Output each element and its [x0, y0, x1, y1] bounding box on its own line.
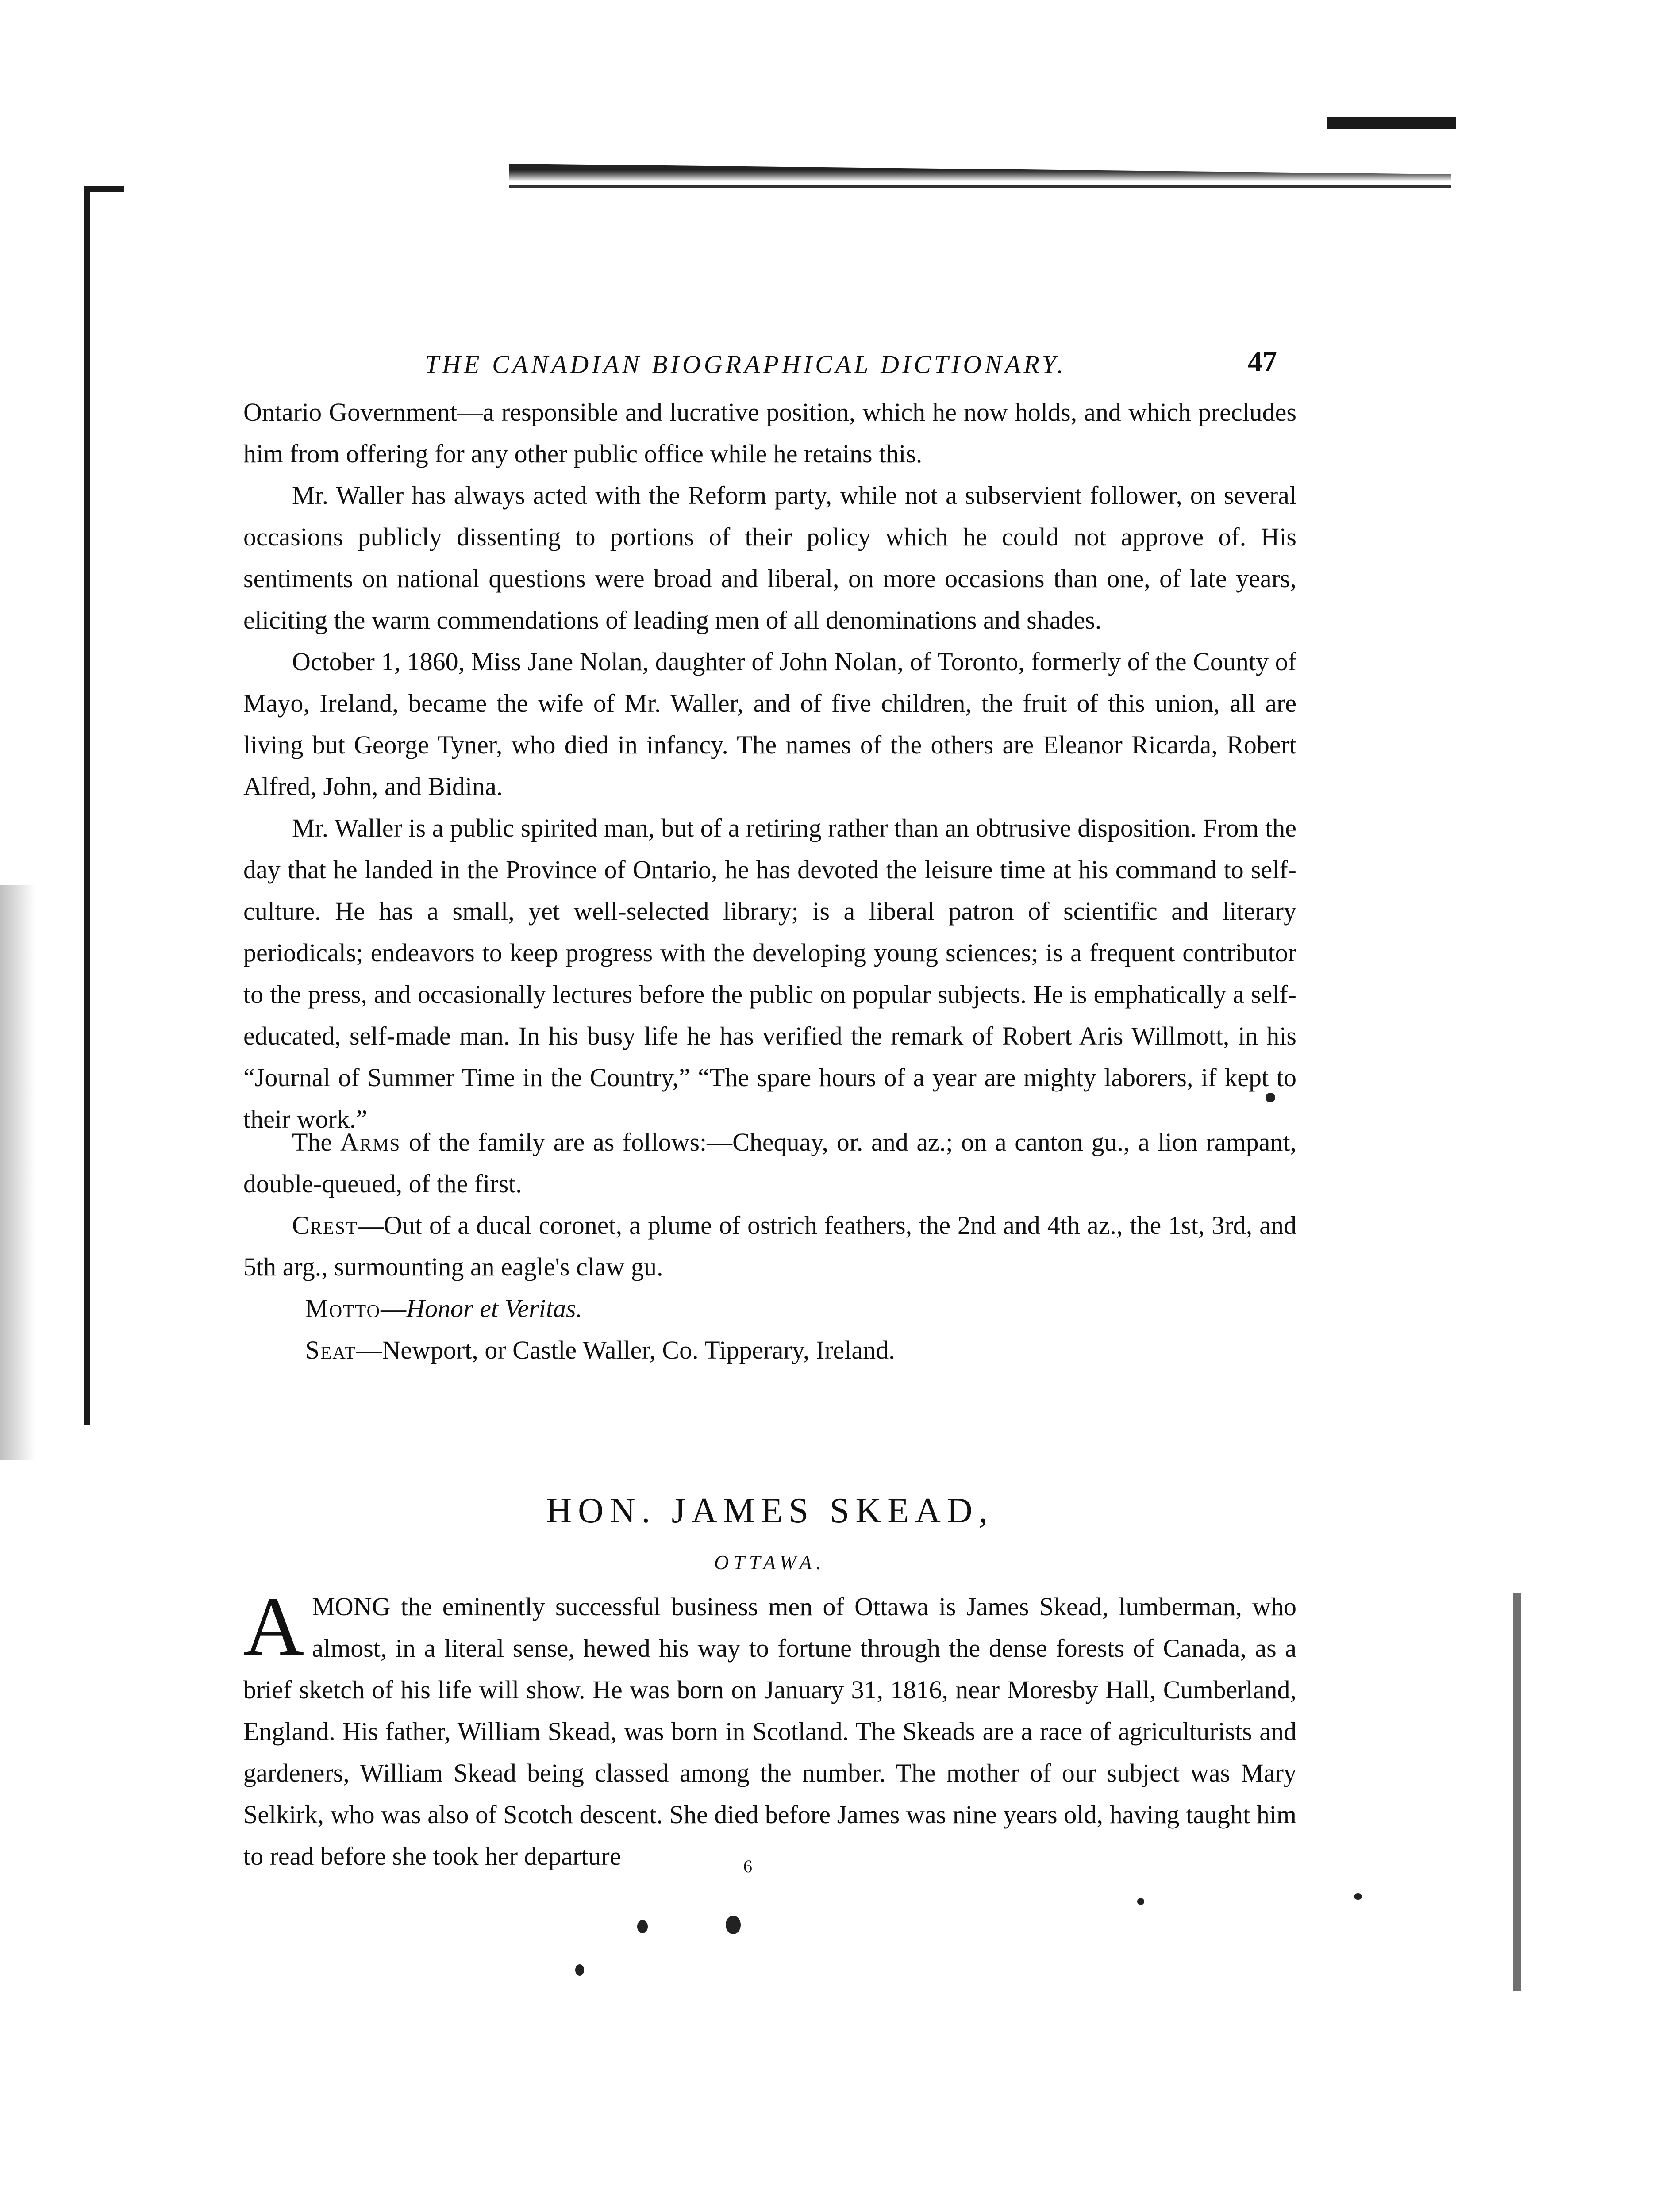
scan-speck [575, 1964, 584, 1976]
waller-paragraph-1: Ontario Government—a responsible and lucrative position, which he now holds, and which precludes him from offering for any other public office while he retains this. [243, 398, 1296, 468]
page-number: 47 [1248, 346, 1277, 378]
biography-location: OTTAWA. [714, 1551, 826, 1574]
motto-entry [243, 1288, 1296, 1329]
scan-speck [637, 1920, 648, 1933]
arms-text: of the family are as follows:—Chequay, or. and az.; on a canton gu., a lion rampant, double-queued, of the first. [243, 1128, 1297, 1198]
arms-label: Arms [340, 1128, 401, 1156]
waller-section [243, 392, 1296, 1140]
scan-artifact-top-rule [509, 164, 1451, 181]
scan-artifact-top-line [509, 185, 1451, 188]
scan-artifact-top-right [1327, 117, 1456, 129]
skead-paragraph-1-text: the eminently successful business men of Ottawa is James Skead, lumberman, who almost, in a literal sense, hewed his way to fortune through the dense forests of Canada, as a brief sketch of his life will show. He was born on January 31, 1816, near Moresby Hall, Cumberland, England. His father, William Skead, was born in Scotland. The Skeads are a race of agriculturists and gardeners, William Skead being classed among the number. The mother of our subject was Mary Selkirk, who was also of Scotch descent. She died before James was nine years old, having taught him to read before she took her departure [243, 1592, 1296, 1870]
crest-entry [243, 1205, 1296, 1288]
skead-biography [243, 1580, 1296, 1877]
heraldry-section [243, 1121, 1296, 1371]
scan-artifact-left-shadow [0, 885, 35, 1460]
motto-text: Honor et Veritas. [406, 1294, 583, 1323]
signature-mark: 6 [743, 1856, 752, 1876]
drop-cap: A [243, 1580, 304, 1673]
crest-label: Crest [292, 1211, 358, 1240]
running-header: THE CANADIAN BIOGRAPHICAL DICTIONARY. [425, 350, 1067, 379]
motto-dash: — [381, 1294, 407, 1323]
arms-intro: The [292, 1128, 332, 1156]
scan-artifact-right-edge [1513, 1593, 1521, 1991]
scan-speck [1137, 1898, 1144, 1905]
seat-entry [243, 1329, 1296, 1371]
seat-label: Seat [305, 1336, 357, 1364]
crest-text: —Out of a ducal coronet, a plume of ostrich feathers, the 2nd and 4th az., the 1st, 3rd, and 5th arg., surmounting an eagle's claw gu. [243, 1211, 1296, 1281]
waller-paragraph-2: Mr. Waller has always acted with the Reform party, while not a subservient follower, on several occasions publicly dissenting to portions of their policy which he could not approve of. His sentiments on national questions were broad and liberal, on more occasions than one, of late years, eliciting the warm commendations of leading men of all denominations and shades. [243, 481, 1296, 634]
scan-artifact-left-bar [84, 186, 90, 1425]
skead-paragraph-1 [243, 1580, 1296, 1877]
seat-text: —Newport, or Castle Waller, Co. Tipperary, Ireland. [356, 1336, 895, 1364]
arms-entry [243, 1121, 1296, 1205]
waller-paragraph-3: October 1, 1860, Miss Jane Nolan, daughter of John Nolan, of Toronto, formerly of the County of Mayo, Ireland, became the wife of Mr. Waller, and of five children, the fruit of this union, all are living but George Tyner, who died in infancy. The names of the others are Eleanor Ricarda, Robert Alfred, John, and Bidina. [243, 647, 1296, 801]
scan-speck [726, 1916, 741, 1934]
opening-word: MONG [312, 1592, 391, 1621]
waller-paragraph-4: Mr. Waller is a public spirited man, but of a retiring rather than an obtrusive disposition. From the day that he landed in the Province of Ontario, he has devoted the leisure time at his command to self-culture. He has a small, yet well-selected library; is a liberal patron of scientific and literary periodicals; endeavors to keep progress with the developing young sciences; is a frequent contributor to the press, and occasionally lectures before the public on popular subjects. He is emphatically a self-educated, self-made man. In his busy life he has verified the remark of Robert Aris Willmott, in his “Journal of Summer Time in the Country,” “The spare hours of a year are mighty laborers, if kept to their work.” [243, 814, 1296, 1133]
biography-title: HON. JAMES SKEAD, [546, 1491, 994, 1530]
scan-speck [1354, 1893, 1362, 1900]
scan-speck [1266, 1093, 1275, 1102]
motto-label: Motto [305, 1294, 381, 1323]
